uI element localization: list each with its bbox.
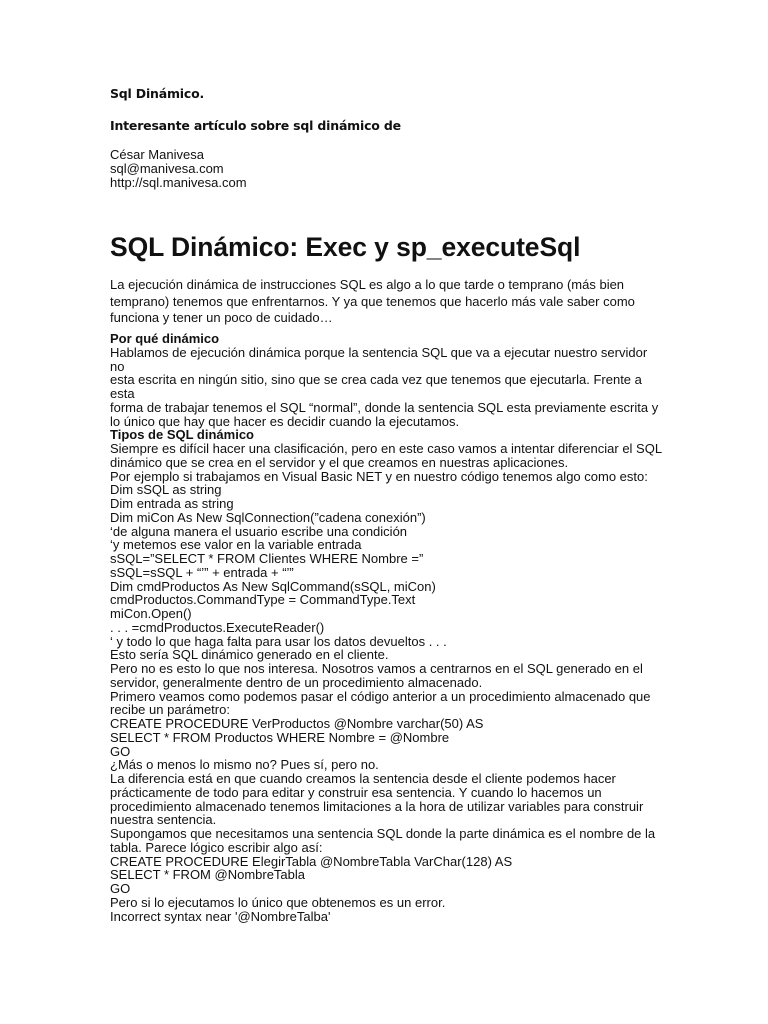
body-line: nuestra sentencia. xyxy=(110,812,217,828)
body-line: lo único que hay que hacer es decidir cuando la ejecutamos. xyxy=(110,413,460,429)
body-line: forma de trabajar tenemos el SQL “normal”, donde la sentencia SQL esta previamente escrita y xyxy=(110,399,659,415)
body-line: Dim miCon As New SqlConnection(”cadena conexión”) xyxy=(110,509,426,525)
body-line: GO xyxy=(110,881,131,896)
body-line: La diferencia está en que cuando creamos la sentencia desde el cliente podemos hacer xyxy=(110,771,616,786)
body-line: Dim cmdProductos As New SqlCommand(sSQL, miCon) xyxy=(110,578,436,594)
body-line: SELECT * FROM @NombreTabla xyxy=(110,867,306,883)
body-line: ¿Más o menos lo mismo no? Pues sí, pero no. xyxy=(110,757,379,773)
body-line: Hablamos de ejecución dinámica porque la sentencia SQL que va a ejecutar nuestro servidor xyxy=(110,344,648,360)
body-line: Primero veamos como podemos pasar el código anterior a un procedimiento almacenado que xyxy=(110,688,651,704)
body-line: CREATE PROCEDURE ElegirTabla @NombreTabla VarChar(128) AS xyxy=(110,853,513,869)
section-heading: Por qué dinámico xyxy=(110,331,220,346)
body-line: recibe un parámetro: xyxy=(110,702,230,718)
body-line: Pero no es esto lo que nos interesa. Nosotros vamos a centrarnos en el SQL generado en el xyxy=(110,661,643,676)
body-line: esta escrita en ningún sitio, sino que se crea cada vez que tenemos que ejecutarla. Frente a xyxy=(110,372,642,388)
document-header-title: Sql Dinámico. xyxy=(110,86,205,101)
author-block xyxy=(110,148,247,190)
body-line: ‘ y todo lo que haga falta para usar los datos devueltos . . . xyxy=(110,633,447,649)
body-line: no xyxy=(110,358,125,374)
body-line: esta xyxy=(110,386,135,401)
article-intro: La ejecución dinámica de instrucciones SQL es algo a lo que tarde o temprano (más bien temprano) tenemos que enfrentarnos. Y ya que tenemos que hacerlo más vale saber como funciona y tener un poco de cuidado… xyxy=(110,277,635,325)
body-line: procedimiento almacenado tenemos limitaciones a la hora de utilizar variables para construir xyxy=(110,798,644,814)
body-line: cmdProductos.CommandType = CommandType.Text xyxy=(110,592,416,608)
body-line: servidor, generalmente dentro de un procedimiento almacenado. xyxy=(110,674,483,690)
body-line: prácticamente de todo para editar y construir esa sentencia. Y cuando lo hacemos un xyxy=(110,784,602,800)
body-line: Por ejemplo si trabajamos en Visual Basic NET y en nuestro código tenemos algo como esto: xyxy=(110,468,648,484)
body-line: Supongamos que necesitamos una sentencia SQL donde la parte dinámica es el nombre de la xyxy=(110,826,656,841)
body-line: miCon.Open() xyxy=(110,606,192,621)
body-line: ‘y metemos ese valor en la variable entrada xyxy=(110,537,362,553)
author-name: César Manivesa xyxy=(110,147,204,162)
body-line: dinámico que se crea en el servidor y el que creamos en nuestras aplicaciones. xyxy=(110,454,569,470)
body-line: Incorrect syntax near '@NombreTalba' xyxy=(110,908,331,924)
body-line: SELECT * FROM Productos WHERE Nombre = @Nombre xyxy=(110,729,450,745)
body-line: sSQL=sSQL + “’” + entrada + “’” xyxy=(110,564,294,580)
body-line: Esto sería SQL dinámico generado en el cliente. xyxy=(110,647,389,663)
body-line: ‘de alguna manera el usuario escribe una condición xyxy=(110,523,408,539)
body-line: GO xyxy=(110,743,131,759)
body-line: . . . =cmdProductos.ExecuteReader() xyxy=(110,619,325,635)
author-email: sql@manivesa.com xyxy=(110,161,224,176)
body-line: CREATE PROCEDURE VerProductos @Nombre varchar(50) AS xyxy=(110,716,484,731)
body-line: Siempre es difícil hacer una clasificación, pero en este caso vamos a intentar diferenciar el SQL xyxy=(110,441,663,456)
author-url: http://sql.manivesa.com xyxy=(110,175,247,190)
body-line: sSQL=”SELECT * FROM Clientes WHERE Nombre =” xyxy=(110,551,424,566)
body-line: tabla. Parece lógico escribir algo así: xyxy=(110,839,323,855)
document-header-subtitle: Interesante artículo sobre sql dinámico de xyxy=(110,118,401,133)
body-line: Dim entrada as string xyxy=(110,496,234,511)
body-line: Dim sSQL as string xyxy=(110,482,222,498)
article-body xyxy=(110,332,670,923)
article-title: SQL Dinámico: Exec y sp_executeSql xyxy=(110,232,581,262)
section-heading: Tipos de SQL dinámico xyxy=(110,427,254,443)
body-line: Pero si lo ejecutamos lo único que obtenemos es un error. xyxy=(110,894,446,910)
